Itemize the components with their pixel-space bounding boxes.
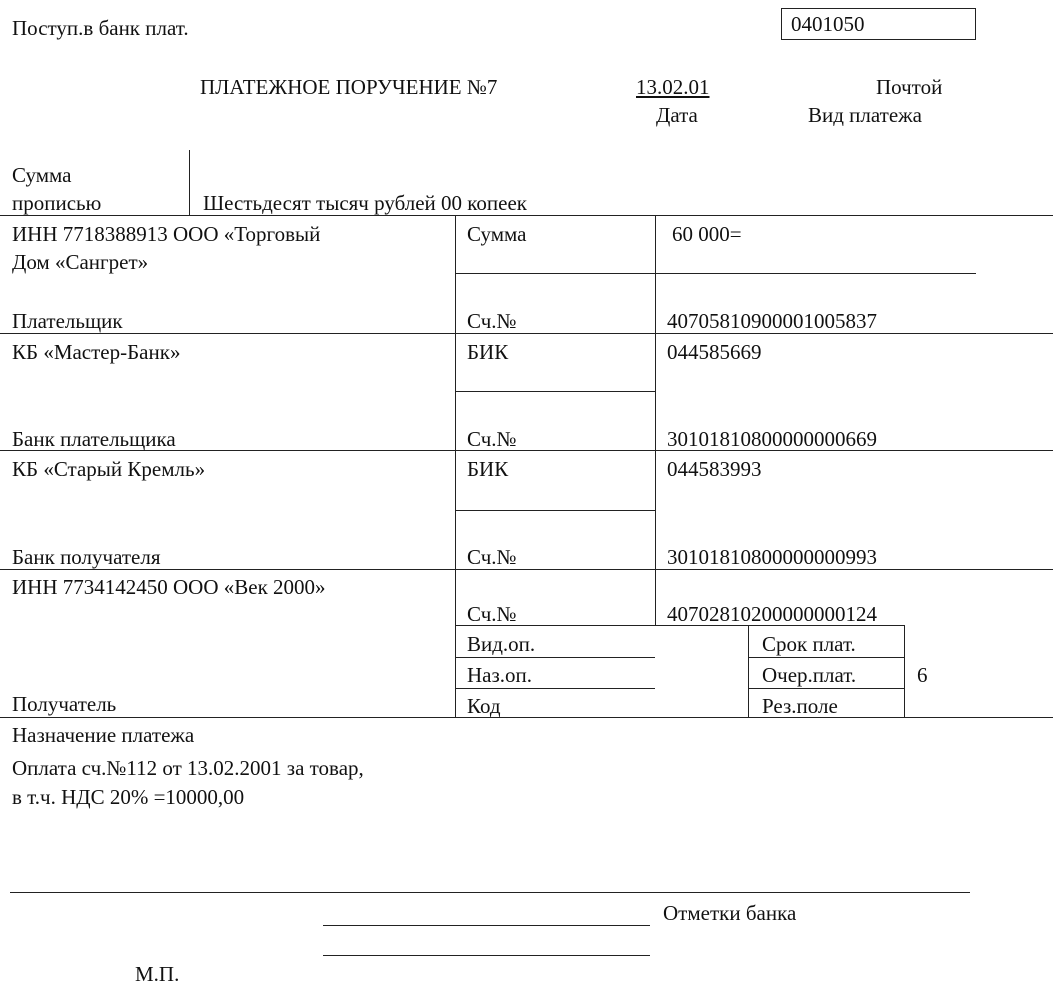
payee-bank-account-label: Сч.№	[467, 545, 517, 569]
date-label: Дата	[656, 103, 698, 127]
grid-col-right	[655, 215, 656, 625]
payer-bank-account-label: Сч.№	[467, 427, 517, 451]
payment-type-label: Вид платежа	[808, 103, 923, 127]
bank-marks-signature-line-1	[323, 925, 650, 926]
payee-bank-role-label: Банк получателя	[12, 545, 161, 569]
form-code: 0401050	[791, 12, 865, 36]
payer-name-1: ИНН 7718388913 ООО «Торговый	[12, 222, 321, 246]
payee-account-value: 40702810200000000124	[667, 602, 877, 626]
purpose-line-1: Оплата сч.№112 от 13.02.2001 за товар,	[12, 756, 364, 780]
purpose-type-label: Наз.оп.	[467, 663, 533, 687]
date-value: 13.02.01	[636, 75, 710, 99]
amount-words-divider	[189, 150, 190, 215]
stamp-label: М.П.	[135, 962, 180, 986]
due-label: Срок плат.	[762, 632, 856, 656]
payee-bank-account-value: 30101810800000000993	[667, 545, 877, 569]
code-label: Код	[467, 694, 501, 718]
grid-line-due-2	[748, 688, 904, 689]
grid-line-payer	[0, 333, 1053, 334]
payer-bank-bic-label: БИК	[467, 340, 509, 364]
grid-line-payee-bank	[0, 569, 1053, 570]
payer-account-value: 40705810900001005837	[667, 309, 877, 333]
payer-role-label: Плательщик	[12, 309, 123, 333]
grid-line-due-1	[748, 657, 904, 658]
grid-line-amount	[455, 273, 976, 274]
payer-account-label: Сч.№	[467, 309, 517, 333]
purpose-label: Назначение платежа	[12, 723, 195, 747]
amount-words-label-1: Сумма	[12, 163, 72, 187]
payer-bank-account-value: 30101810800000000669	[667, 427, 877, 451]
amount-words-value: Шестьдесят тысяч рублей 00 копеек	[203, 191, 527, 215]
amount-words-label-2: прописью	[12, 191, 102, 215]
bank-marks-signature-line-2	[323, 955, 650, 956]
bank-marks-label: Отметки банка	[663, 901, 797, 925]
priority-label: Очер.плат.	[762, 663, 857, 687]
payer-bank-name: КБ «Мастер-Банк»	[12, 340, 181, 364]
priority-value: 6	[917, 663, 928, 687]
grid-col-due	[748, 625, 749, 717]
payer-name-2: Дом «Сангрет»	[12, 250, 149, 274]
grid-col-left	[455, 215, 456, 717]
grid-line-top	[0, 215, 1053, 216]
payee-bank-bic-value: 044583993	[667, 457, 762, 481]
purpose-line-2: в т.ч. НДС 20% =10000,00	[12, 785, 245, 809]
footer-separator-line	[10, 892, 970, 893]
op-type-label: Вид.оп.	[467, 632, 536, 656]
payer-bank-bic-value: 044585669	[667, 340, 762, 364]
reserve-label: Рез.поле	[762, 694, 838, 718]
payer-amount-label: Сумма	[467, 222, 527, 246]
bank-receipt-label: Поступ.в банк плат.	[12, 16, 189, 40]
payee-bank-bic-label: БИК	[467, 457, 509, 481]
document-title: ПЛАТЕЖНОЕ ПОРУЧЕНИЕ №7	[200, 75, 498, 99]
grid-line-op-1	[455, 657, 655, 658]
form-code-box	[781, 8, 976, 40]
grid-line-payee-bank-bic	[455, 510, 655, 511]
grid-col-due-right	[904, 625, 905, 717]
payee-role-label: Получатель	[12, 692, 117, 716]
grid-line-bottom	[0, 717, 1053, 718]
payee-bank-name: КБ «Старый Кремль»	[12, 457, 206, 481]
payee-account-label: Сч.№	[467, 602, 517, 626]
grid-line-payer-bank-bic	[455, 391, 655, 392]
payer-amount-value: 60 000=	[672, 222, 742, 246]
payee-name: ИНН 7734142450 ООО «Век 2000»	[12, 575, 326, 599]
payment-type-value: Почтой	[876, 75, 943, 99]
grid-line-op-2	[455, 688, 655, 689]
payer-bank-role-label: Банк плательщика	[12, 427, 176, 451]
